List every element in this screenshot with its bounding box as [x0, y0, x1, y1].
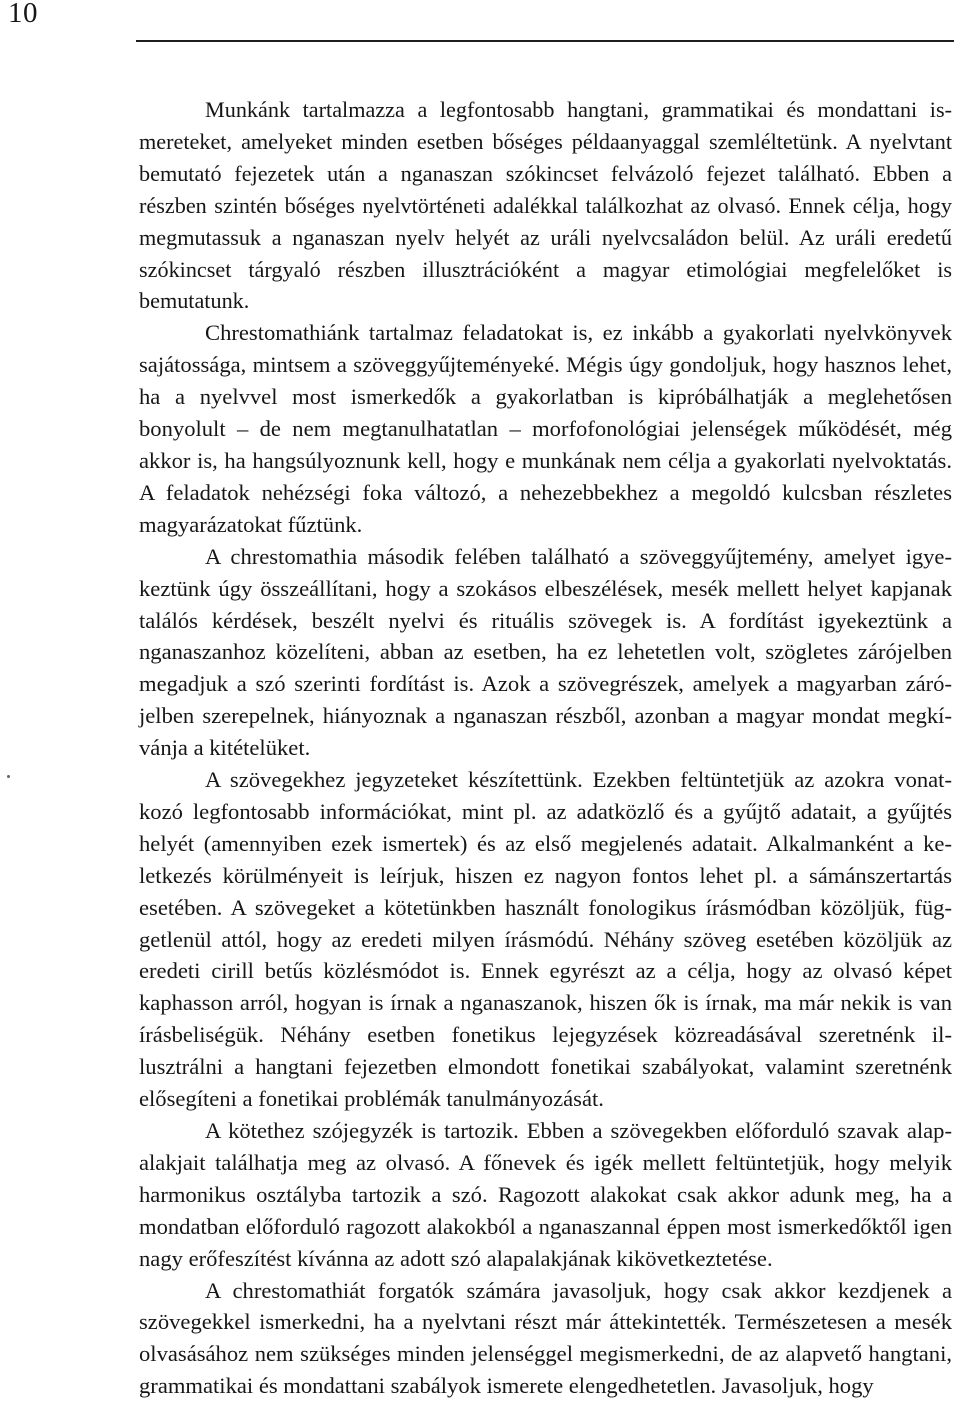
paragraph-exercises: Chrestomathiánk tartalmaz feladatokat is, ez inkább a gyakorlati nyelvkönyvek sajátossága, mintsem a szöveggyűjteményeké. Mégis úgy gondoljuk, hogy hasznos lehet, ha a nyelvvel most ismerkedők a gyakorlatban is kipróbálhatják a meglehetősen bonyolult – de nem megtanulhatatlan – morfofonológiai jelenségek működését, még akkor is, ha hangsúlyoznunk kell, hogy e munkának nem célja a gyakorlati nyelvoktatás. A feladatok nehézségi foka változó, a nehezebbekhez a megoldó kulcsban részletes magyarázatokat fűztünk. [139, 320, 952, 537]
paragraph-recommendation: A chrestomathiát forgatók számára javasoljuk, hogy csak akkor kezdjenek a szövegekkel ismerkedni, ha a nyelvtani részt már áttekintették. Természetesen a mesék olvasásához nem szükséges minden jelenséggel megismerkedni, de az alapvető hangtani, grammatikai és mondattani szabályok ismerete elengedhetetlen. Javasoljuk, hogy [139, 1277, 952, 1399]
paragraph-notes: A szövegekhez jegyzeteket készítettünk. Ezekben feltüntetjük az azokra vonatkozó legfontosabb információkat, mint pl. az adatközlő és a gyűjtő adatait, a gyűjtés helyét (amennyiben ezek ismertek) és az első megjelenés adatait. Alkalmanként a keletkezés körülményeit is leírjuk, hiszen ez nagyon fontos lehet pl. a sámánszertartás esetében. A szövegeket a kötetünkben használt fonologikus írásmódban közöljük, függetlenül attól, hogy az eredeti milyen írásmódú. Néhány szöveg esetében közöljük az eredeti cirill betűs közlésmódot is. Ennek egyrészt az a célja, hogy az olvasó képet kaphasson arról, hogyan is írnak a nganaszanok, hiszen ők is írnak, ma már nekik is van írásbeliségük. Néhány esetben fonetikus lejegyzések közreadásával szeretnénk illusztrálni a hangtani fejezetben elmondott fonetikai szabályokat, valamint szeretnénk elősegíteni a fonetikai problémák tanulmányozását. [139, 767, 952, 1112]
paragraph-text-collection: A chrestomathia második felében található a szöveggyűjtemény, amelyet igyekeztünk úgy összeállítani, hogy a szokásos elbeszélések, mesék mellett helyet kapjanak találós kérdések, beszélt nyelvi és rituális szövegek is. A fordítást igyekeztünk a nganaszanhoz közelíteni, abban az esetben, ha ez lehetetlen volt, szögletes zárójelben megadjuk a szó szerinti fordítást is. Azok a szövegrészek, amelyek a magyarban zárójelben szerepelnek, hiányoznak a nganaszan részből, azonban a magyar mondat megkívánja a kitételüket. [139, 543, 952, 761]
body-text [139, 94, 952, 1402]
header-rule [136, 40, 954, 42]
paragraph-glossary: A kötethez szójegyzék is tartozik. Ebben a szövegekben előforduló szavak alapalakjait találhatja meg az olvasó. A főnevek és igék mellett feltüntetjük, hogy melyik harmonikus osztályba tartozik a szó. Ragozott alakokat csak akkor adunk meg, ha a mondatban előforduló ragozott alakokból a nganaszannal éppen most ismerkedőktől igen nagy erőfeszítést kívánna az adott szó alapalakjának kikövetkeztetése. [139, 1118, 952, 1271]
stray-ink-mark [7, 775, 10, 778]
paragraph-overview: Munkánk tartalmazza a legfontosabb hangtani, grammatikai és mondattani ismereteket, amelyeket minden esetben bőséges példaanyaggal szemléltetünk. A nyelvtant bemutató fejezetek után a nganaszan szókincset felvázoló fejezet található. Ebben a részben szintén bőséges nyelvtörténeti adalékkal találkozhat az olvasó. Ennek célja, hogy megmutassuk a nganaszan nyelv helyét az uráli nyelvcsaládon belül. Az uráli eredetű szókincset tárgyaló részben illusztrációként a magyar etimológiai megfelelőket is bemutatunk. [139, 97, 952, 314]
page-number: 10 [8, 0, 38, 29]
